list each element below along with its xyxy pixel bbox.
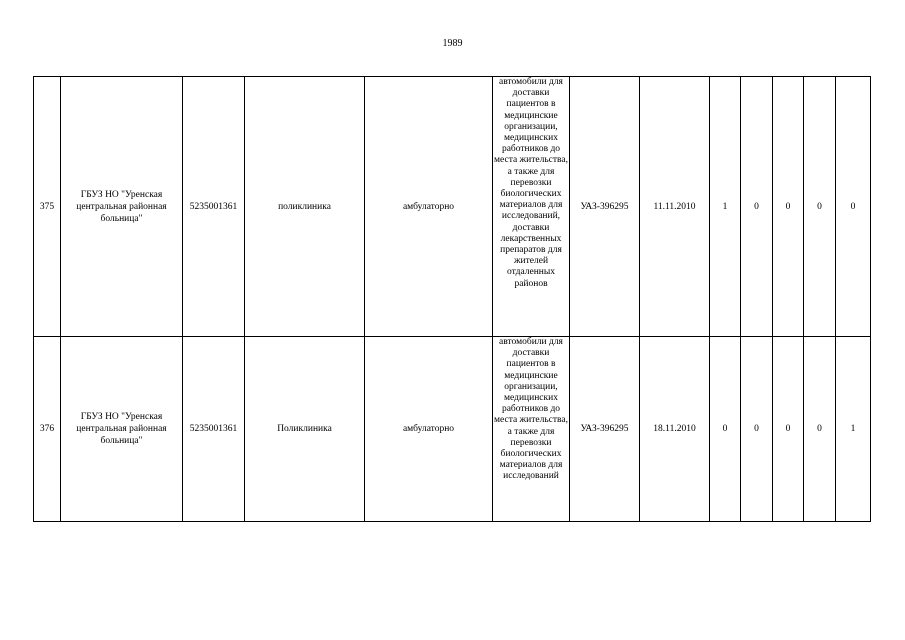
row-number-cell: 375: [34, 77, 61, 337]
date-cell: 18.11.2010: [640, 337, 710, 522]
unit-cell: поликлиника: [245, 77, 365, 337]
organization-cell: ГБУЗ НО "Уренская центральная районная больница": [61, 77, 183, 337]
vehicle-purpose-cell: автомобили для доставки пациентов в медицинские организации, медицинских работников до места жительства, а также для перевозки биологических материалов для исследований, доставки лекарственных препаратов для жителей отдаленных районов: [493, 77, 570, 337]
unit-cell: Поликлиника: [245, 337, 365, 522]
vehicle-model-cell: УАЗ-396295: [570, 77, 640, 337]
vehicle-model-cell: УАЗ-396295: [570, 337, 640, 522]
count-cell-3: 0: [773, 337, 804, 522]
org-code-cell: 5235001361: [183, 337, 245, 522]
count-cell-5: 1: [836, 337, 871, 522]
organization-cell: ГБУЗ НО "Уренская центральная районная больница": [61, 337, 183, 522]
count-cell-4: 0: [804, 77, 836, 337]
count-cell-3: 0: [773, 77, 804, 337]
care-type-cell: амбулаторно: [365, 337, 493, 522]
page-number: 1989: [442, 38, 463, 49]
count-cell-2: 0: [741, 77, 773, 337]
table-row: [34, 77, 871, 337]
registry-table: [33, 76, 871, 522]
count-cell-5: 0: [836, 77, 871, 337]
care-type-cell: амбулаторно: [365, 77, 493, 337]
date-cell: 11.11.2010: [640, 77, 710, 337]
count-cell-2: 0: [741, 337, 773, 522]
count-cell-1: 0: [710, 337, 741, 522]
count-cell-4: 0: [804, 337, 836, 522]
table-row: [34, 337, 871, 522]
row-number-cell: 376: [34, 337, 61, 522]
vehicle-purpose-cell: автомобили для доставки пациентов в медицинские организации, медицинских работников до места жительства, а также для перевозки биологических материалов для исследований: [493, 337, 570, 522]
count-cell-1: 1: [710, 77, 741, 337]
org-code-cell: 5235001361: [183, 77, 245, 337]
